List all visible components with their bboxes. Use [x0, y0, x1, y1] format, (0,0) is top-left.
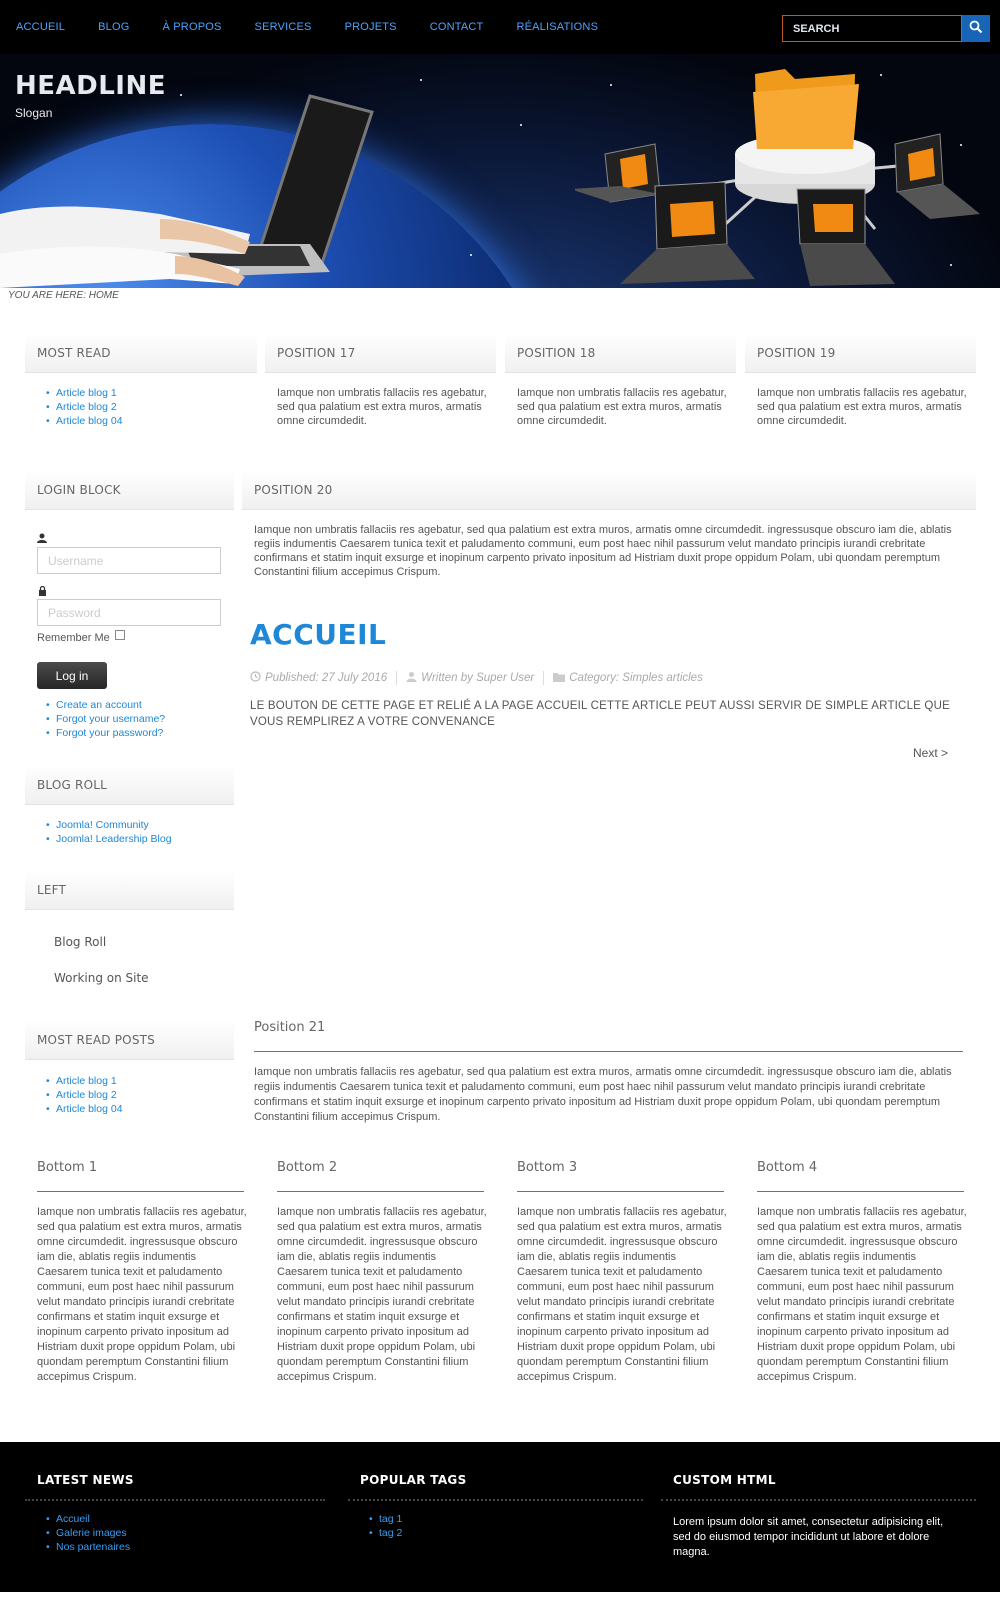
- popular-tags-heading: POPULAR TAGS: [360, 1473, 467, 1487]
- login-block-heading: LOGIN BLOCK: [25, 470, 234, 510]
- site-slogan: Slogan: [15, 106, 53, 120]
- nav-item-a-propos[interactable]: À PROPOS: [162, 21, 222, 33]
- position17-text: Iamque non umbratis fallaciis res agebatur, sed qua palatium est extra muros, armatis omne circumdedit.: [277, 387, 487, 427]
- folder-icon: [553, 672, 569, 685]
- bottom1-heading: Bottom 1: [37, 1160, 98, 1175]
- bottom4-heading: Bottom 4: [757, 1160, 818, 1175]
- bottom4-divider: [757, 1191, 964, 1192]
- bottom3-divider: [517, 1191, 724, 1192]
- popular-tags-divider: [348, 1499, 643, 1501]
- position20-heading: POSITION 20: [242, 470, 976, 510]
- most-read-posts-list: [38, 1074, 123, 1116]
- forgot-username-link[interactable]: Forgot your username?: [56, 713, 166, 725]
- position19-heading: POSITION 19: [745, 333, 976, 373]
- list-item: [38, 1512, 130, 1526]
- position20-text: Iamque non umbratis fallaciis res agebatur, sed qua palatium est extra muros, armatis omne circumdedit. ingressusque obscuro iam die, ablatis regiis indumentis Caesarem tunica texit et paludamento communi, eum post haec nihil passurum velut mandato principis iurandi crebritate confirmans et statim inquit exsurge et inopinum carpento privato inpositum ad Histriam duxit prope oppidum Polam, ubi quondam peremptum Constantini filium accepimus Crispum.: [254, 524, 952, 578]
- create-account-link[interactable]: Create an account: [56, 699, 142, 711]
- laptop-3: [797, 189, 895, 286]
- blog-roll-list: [38, 818, 172, 846]
- latest-news-link[interactable]: Accueil: [56, 1513, 90, 1525]
- nav-item-projets[interactable]: PROJETS: [344, 21, 397, 33]
- custom-html-divider: [661, 1499, 976, 1501]
- bottom1-divider: [37, 1191, 244, 1192]
- list-item: [361, 1512, 402, 1526]
- custom-html-text: Lorem ipsum dolor sit amet, consectetur adipisicing elit, sed do eiusmod tempor incididunt ut labore et dolore magna.: [673, 1516, 944, 1558]
- most-read-list: [38, 386, 123, 428]
- bottom1-text: Iamque non umbratis fallaciis res agebatur, sed qua palatium est extra muros, armatis omne circumdedit. ingressusque obscuro iam die, ablatis regiis indumentis Caesarem tunica texit et paludamento communi, eum post haec nihil passurum velut mandato principis iurandi crebritate confirmans et statim inquit exsurge et inopinum carpento privato inpositum ad Histriam duxit prope oppidum Polam, ubi quondam peremptum Constantini filium accepimus Crispum.: [37, 1206, 247, 1383]
- position18-heading: POSITION 18: [505, 333, 736, 373]
- list-item: [38, 712, 165, 726]
- most-read-link[interactable]: Article blog 04: [56, 415, 123, 427]
- bottom3-heading: Bottom 3: [517, 1160, 578, 1175]
- position21-text: Iamque non umbratis fallaciis res agebatur, sed qua palatium est extra muros, armatis omne circumdedit. ingressusque obscuro iam die, ablatis regiis indumentis Caesarem tunica texit et paludamento communi, eum post haec nihil passurum velut mandato principis iurandi crebritate confirmans et statim inquit exsurge et inopinum carpento privato inpositum ad Histriam duxit prope oppidum Polam, ubi quondam peremptum Constantini filium accepimus Crispum.: [254, 1066, 952, 1123]
- left-menu-item-blog-roll[interactable]: Blog Roll: [54, 935, 107, 949]
- laptop-illustration: [0, 94, 400, 288]
- bottom4-text: Iamque non umbratis fallaciis res agebatur, sed qua palatium est extra muros, armatis omne circumdedit. ingressusque obscuro iam die, ablatis regiis indumentis Caesarem tunica texit et paludamento communi, eum post haec nihil passurum velut mandato principis iurandi crebritate confirmans et statim inquit exsurge et inopinum carpento privato inpositum ad Histriam duxit prope oppidum Polam, ubi quondam peremptum Constantini filium accepimus Crispum.: [757, 1206, 967, 1383]
- hero-banner: [0, 54, 1000, 288]
- search-icon: [969, 20, 983, 37]
- latest-news-link[interactable]: Galerie images: [56, 1527, 127, 1539]
- published-date: Published: 27 July 2016: [265, 672, 388, 684]
- blog-roll-link[interactable]: Joomla! Leadership Blog: [56, 833, 172, 845]
- forgot-password-link[interactable]: Forgot your password?: [56, 727, 164, 739]
- tag-link[interactable]: tag 2: [379, 1527, 403, 1539]
- nav-item-realisations[interactable]: RÉALISATIONS: [516, 21, 599, 33]
- author-icon: [406, 671, 421, 685]
- article-body: LE BOUTON DE CETTE PAGE ET RELIÉ A LA PAGE ACCUEIL CETTE ARTICLE PEUT AUSSI SERVIR DE SIMPLE ARTICLE QUE VOUS REMPLIREZ A VOTRE CONVENANCE: [250, 700, 950, 728]
- tag-link[interactable]: tag 1: [379, 1513, 403, 1525]
- remember-me-label: Remember Me: [37, 632, 110, 644]
- clock-icon: [250, 671, 265, 685]
- most-read-post-link[interactable]: Article blog 04: [56, 1103, 123, 1115]
- left-menu-heading: LEFT: [25, 870, 234, 910]
- article-meta: [250, 671, 703, 685]
- list-item: [38, 400, 123, 414]
- latest-news-list: [38, 1512, 130, 1554]
- custom-html-heading: CUSTOM HTML: [673, 1473, 776, 1487]
- article-category: Category: Simples articles: [569, 672, 703, 684]
- position21-divider: [254, 1051, 963, 1052]
- server-network-illustration: [575, 54, 1000, 288]
- remember-me-checkbox[interactable]: [115, 630, 125, 640]
- list-item: [38, 1088, 123, 1102]
- list-item: [38, 726, 165, 740]
- position21-heading: Position 21: [254, 1020, 326, 1035]
- popular-tags-list: [361, 1512, 402, 1540]
- site-headline: HEADLINE: [15, 71, 166, 101]
- username-field[interactable]: [37, 547, 221, 574]
- list-item: [38, 818, 172, 832]
- position18-text: Iamque non umbratis fallaciis res agebatur, sed qua palatium est extra muros, armatis omne circumdedit.: [517, 387, 727, 427]
- password-field[interactable]: [37, 599, 221, 626]
- breadcrumb: YOU ARE HERE: HOME: [8, 290, 119, 301]
- laptop-4: [895, 134, 980, 219]
- position19-text: Iamque non umbratis fallaciis res agebatur, sed qua palatium est extra muros, armatis omne circumdedit.: [757, 387, 967, 427]
- login-links: [38, 698, 165, 740]
- most-read-post-link[interactable]: Article blog 2: [56, 1089, 117, 1101]
- list-item: [38, 386, 123, 400]
- nav-item-blog[interactable]: BLOG: [98, 21, 130, 33]
- nav-item-accueil[interactable]: ACCUEIL: [16, 21, 66, 33]
- list-item: [361, 1526, 402, 1540]
- most-read-heading: MOST READ: [25, 333, 257, 373]
- latest-news-link[interactable]: Nos partenaires: [56, 1541, 131, 1553]
- footer: [0, 1442, 1000, 1592]
- list-item: [38, 1540, 130, 1554]
- user-icon: [37, 533, 47, 546]
- main-nav: [16, 21, 631, 33]
- position17-heading: POSITION 17: [265, 333, 496, 373]
- bottom2-text: Iamque non umbratis fallaciis res agebatur, sed qua palatium est extra muros, armatis omne circumdedit. ingressusque obscuro iam die, ablatis regiis indumentis Caesarem tunica texit et paludamento communi, eum post haec nihil passurum velut mandato principis iurandi crebritate confirmans et statim inquit exsurge et inopinum carpento privato inpositum ad Histriam duxit prope oppidum Polam, ubi quondam peremptum Constantini filium accepimus Crispum.: [277, 1206, 487, 1383]
- list-item: [38, 414, 123, 428]
- next-link[interactable]: Next >: [913, 746, 949, 760]
- bottom2-divider: [277, 1191, 484, 1192]
- latest-news-divider: [25, 1499, 325, 1501]
- login-button[interactable]: Log in: [37, 662, 107, 689]
- nav-item-contact[interactable]: CONTACT: [429, 21, 484, 33]
- bottom3-text: Iamque non umbratis fallaciis res agebatur, sed qua palatium est extra muros, armatis omne circumdedit. ingressusque obscuro iam die, ablatis regiis indumentis Caesarem tunica texit et paludamento communi, eum post haec nihil passurum velut mandato principis iurandi crebritate confirmans et statim inquit exsurge et inopinum carpento privato inpositum ad Histriam duxit prope oppidum Polam, ubi quondam peremptum Constantini filium accepimus Crispum.: [517, 1206, 727, 1383]
- list-item: [38, 1074, 123, 1088]
- laptop-1: [575, 144, 660, 202]
- nav-item-services[interactable]: SERVICES: [254, 21, 312, 33]
- bottom2-heading: Bottom 2: [277, 1160, 338, 1175]
- search-input[interactable]: [783, 16, 963, 41]
- list-item: [38, 1526, 130, 1540]
- most-read-link[interactable]: Article blog 2: [56, 401, 117, 413]
- list-item: [38, 698, 165, 712]
- lock-icon: [38, 586, 47, 599]
- latest-news-heading: LATEST NEWS: [37, 1473, 134, 1487]
- left-menu-item-working-on-site[interactable]: Working on Site: [54, 971, 149, 985]
- most-read-posts-heading: MOST READ POSTS: [25, 1020, 234, 1060]
- search-box: [782, 15, 962, 42]
- list-item: [38, 832, 172, 846]
- most-read-post-link[interactable]: Article blog 1: [56, 1075, 117, 1087]
- article-author: Written by Super User: [421, 672, 535, 684]
- search-button[interactable]: [962, 15, 990, 42]
- top-navbar: [0, 0, 1000, 54]
- list-item: [38, 1102, 123, 1116]
- blog-roll-heading: BLOG ROLL: [25, 765, 234, 805]
- blog-roll-link[interactable]: Joomla! Community: [56, 819, 149, 831]
- most-read-link[interactable]: Article blog 1: [56, 387, 117, 399]
- article-title: ACCUEIL: [250, 618, 387, 651]
